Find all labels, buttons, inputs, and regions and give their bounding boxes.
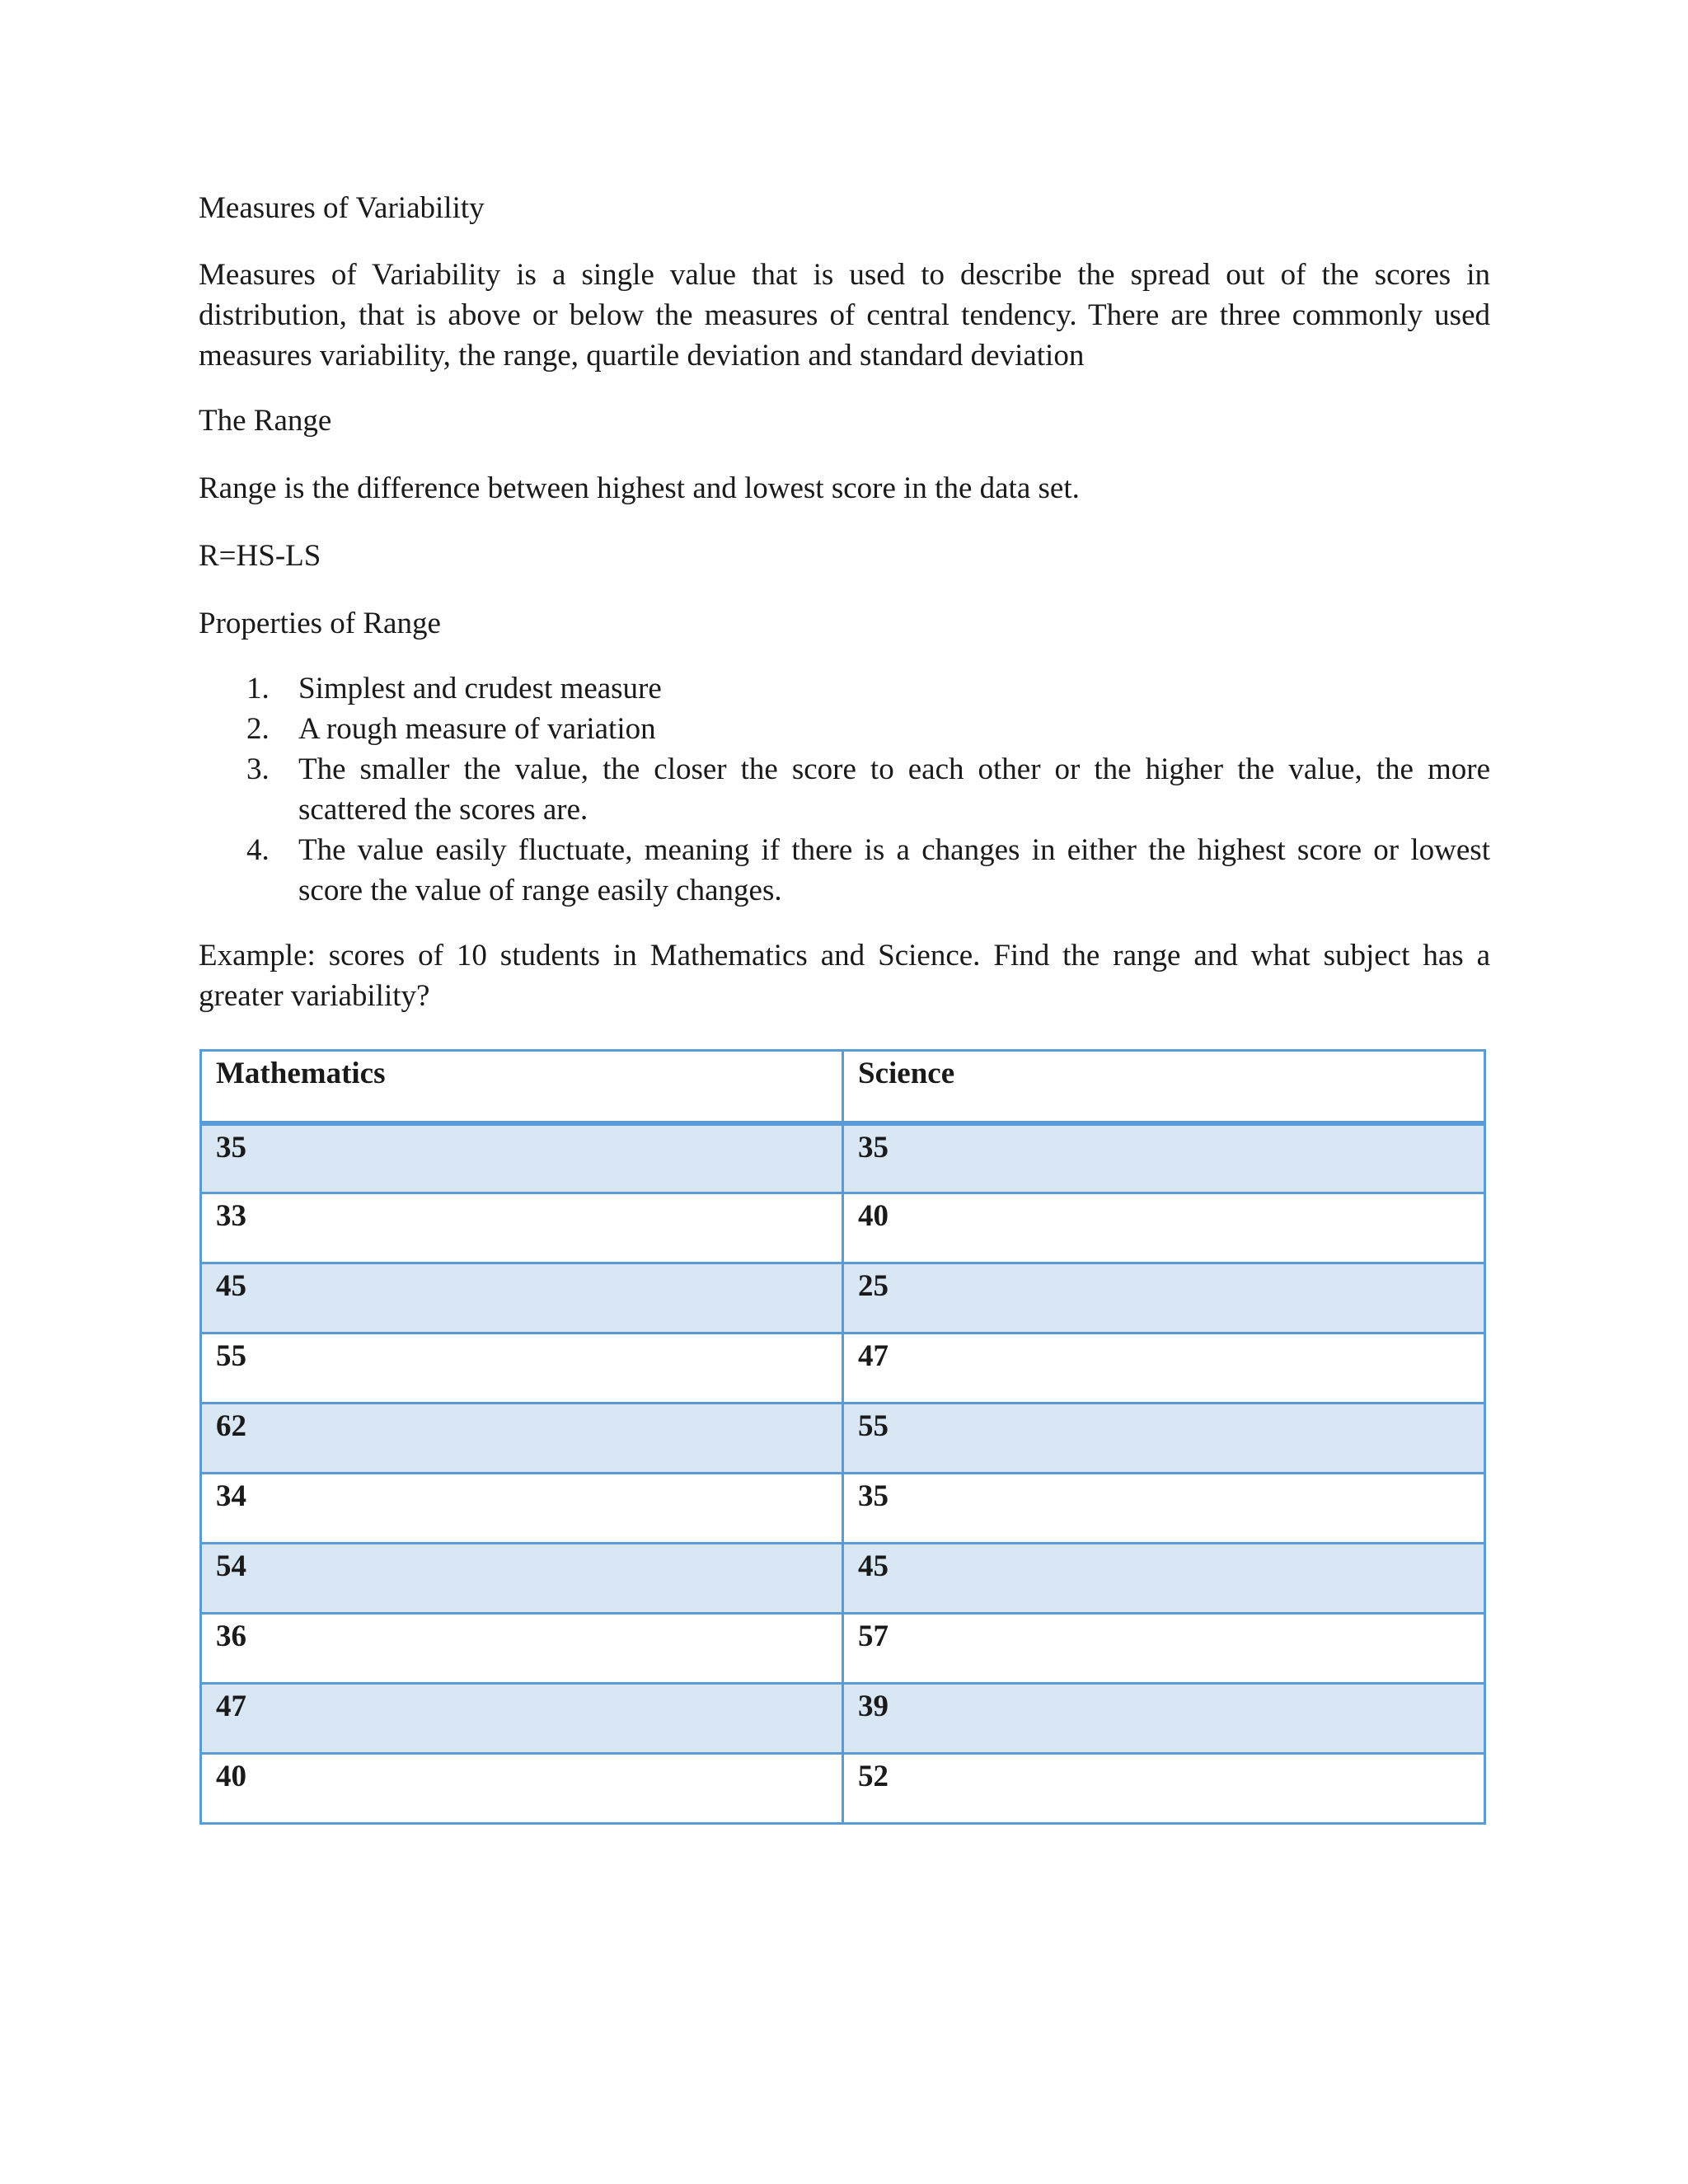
list-item-number: 1. xyxy=(246,672,270,705)
section-title: Measures of Variability xyxy=(199,191,485,225)
list-item xyxy=(199,709,1490,749)
table-header-row xyxy=(201,1051,1485,1123)
cell-mathematics: 36 xyxy=(201,1614,843,1684)
table-row xyxy=(201,1754,1485,1824)
list-item-text: The smaller the value, the closer the score to each other or the higher the value, the more scattered the scores are. xyxy=(298,752,1490,827)
list-item-number: 2. xyxy=(246,712,270,746)
table-row xyxy=(201,1474,1485,1544)
cell-science: 35 xyxy=(843,1474,1485,1544)
cell-science: 39 xyxy=(843,1684,1485,1754)
cell-science: 35 xyxy=(843,1123,1485,1193)
cell-mathematics: 35 xyxy=(201,1123,843,1193)
list-item xyxy=(199,749,1490,830)
cell-mathematics: 47 xyxy=(201,1684,843,1754)
scores-table xyxy=(199,1049,1486,1825)
cell-mathematics: 45 xyxy=(201,1263,843,1333)
cell-mathematics: 54 xyxy=(201,1544,843,1614)
list-item-text: The value easily fluctuate, meaning if there is a changes in either the highest score or lowest score the value of range easily changes. xyxy=(298,833,1490,907)
table-row xyxy=(201,1193,1485,1263)
table-row xyxy=(201,1333,1485,1404)
cell-mathematics: 62 xyxy=(201,1404,843,1474)
list-item-number: 3. xyxy=(246,752,270,786)
cell-science: 45 xyxy=(843,1544,1485,1614)
table-row xyxy=(201,1684,1485,1754)
table-row xyxy=(201,1123,1485,1193)
range-formula: R=HS-LS xyxy=(199,539,321,573)
table-row xyxy=(201,1544,1485,1614)
document-page xyxy=(199,188,1490,1825)
intro-paragraph: Measures of Variability is a single value that is used to describe the spread out of the scores in distribution, that is above or below the measures of central tendency. There are three commonly used measures variability, the range, quartile deviation and standard deviation xyxy=(199,258,1490,373)
cell-mathematics: 40 xyxy=(201,1754,843,1824)
list-item-number: 4. xyxy=(246,833,270,867)
cell-science: 25 xyxy=(843,1263,1485,1333)
list-item-text: A rough measure of variation xyxy=(298,712,656,746)
cell-mathematics: 33 xyxy=(201,1193,843,1263)
cell-science: 40 xyxy=(843,1193,1485,1263)
list-item xyxy=(199,830,1490,911)
list-item-text: Simplest and crudest measure xyxy=(298,672,662,705)
cell-science: 47 xyxy=(843,1333,1485,1404)
header-science: Science xyxy=(843,1051,1485,1123)
cell-science: 52 xyxy=(843,1754,1485,1824)
example-paragraph: Example: scores of 10 students in Mathematics and Science. Find the range and what subject has a greater variability? xyxy=(199,939,1490,1013)
range-heading: The Range xyxy=(199,404,332,438)
cell-science: 57 xyxy=(843,1614,1485,1684)
range-definition: Range is the difference between highest and lowest score in the data set. xyxy=(199,471,1080,505)
header-mathematics: Mathematics xyxy=(201,1051,843,1123)
cell-mathematics: 34 xyxy=(201,1474,843,1544)
cell-mathematics: 55 xyxy=(201,1333,843,1404)
cell-science: 55 xyxy=(843,1404,1485,1474)
properties-heading: Properties of Range xyxy=(199,607,441,640)
table-row xyxy=(201,1404,1485,1474)
table-row xyxy=(201,1614,1485,1684)
table-row xyxy=(201,1263,1485,1333)
properties-list xyxy=(199,668,1490,911)
list-item xyxy=(199,668,1490,709)
